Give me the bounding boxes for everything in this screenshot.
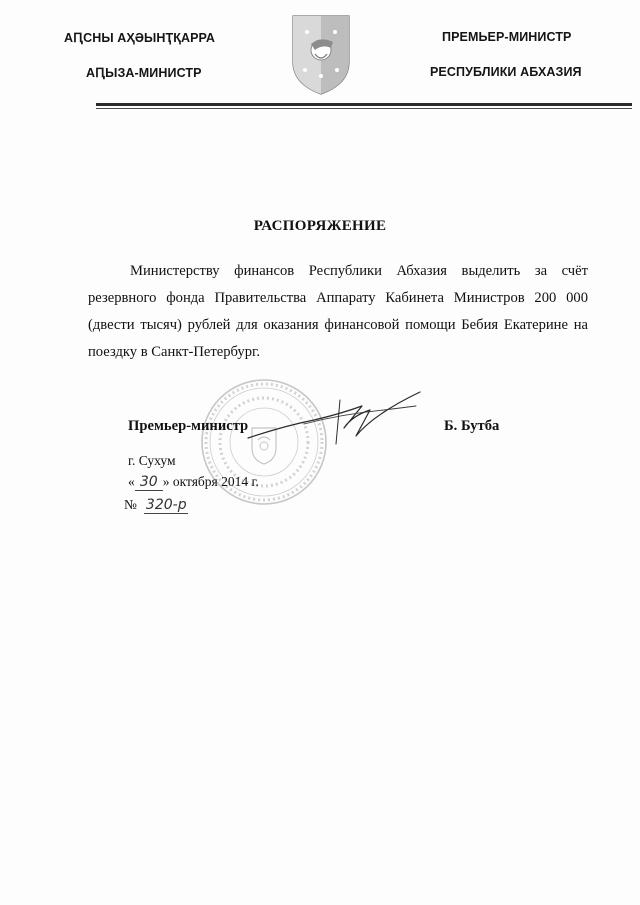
handwritten-signature-icon	[244, 380, 424, 450]
date-open-quote: «	[128, 474, 135, 489]
coat-of-arms-icon	[289, 14, 353, 96]
header-left-subtitle: АԤЫЗА-МИНИСТР	[86, 66, 202, 80]
document-title: РАСПОРЯЖЕНИЕ	[253, 218, 387, 234]
issue-date	[128, 474, 259, 491]
body-paragraph: Министерству финансов Республики Абхазия выделить за счёт резервного фонда Правительства Аппарату Кабинета Министров 200 000 (двести тысяч) рублей для оказания финансовой помощи Бебия Екатерине на поездку в Санкт-Петербург.	[88, 263, 588, 360]
header-divider-thick	[96, 103, 632, 106]
header-right-subtitle: РЕСПУБЛИКИ АБХАЗИЯ	[430, 65, 582, 79]
signatory-role: Премьер-министр	[128, 418, 249, 434]
number-handwritten: 320-р	[145, 497, 187, 513]
signatory-name: Б. Бутба	[444, 418, 500, 434]
date-day-handwritten: 30	[135, 474, 163, 491]
document-body	[88, 258, 588, 366]
issue-place: г. Сухум	[128, 453, 176, 468]
document-number	[124, 497, 188, 514]
header-divider-thin	[96, 108, 632, 109]
header-left-title: АԤСНЫ АҲӘЫНҬҚАРРА	[64, 31, 216, 45]
date-month-year: » октября 2014 г.	[162, 474, 259, 489]
header-right-title: ПРЕМЬЕР-МИНИСТР	[442, 30, 572, 44]
number-label: №	[124, 497, 137, 512]
